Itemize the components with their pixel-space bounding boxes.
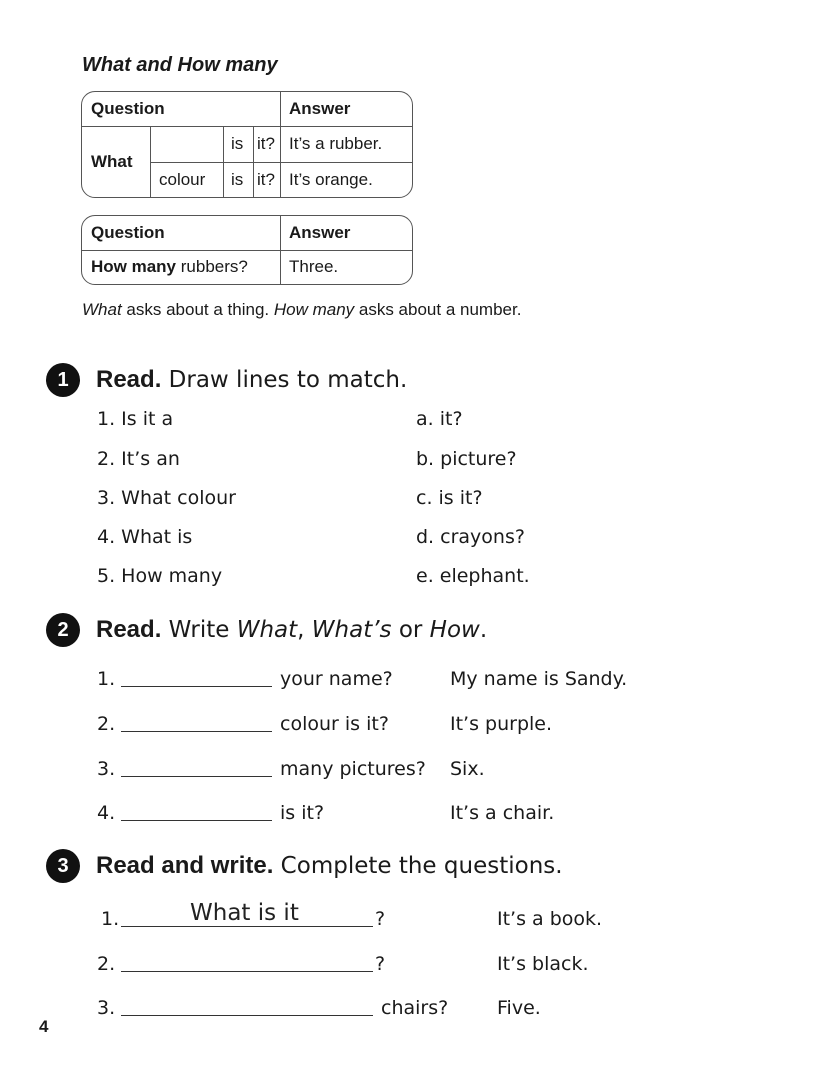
table1-row2-colour: colour [159,169,206,189]
page-number: 4 [39,1017,49,1036]
exercise-2-heading [46,612,487,648]
ex3-answer-blank[interactable] [121,1015,373,1016]
exercise-1-instruction [96,366,407,394]
table-divider [253,126,254,197]
ex1-left-item[interactable]: 5. How many [97,565,223,587]
ex2-pre: Write [161,617,237,643]
ex3-item-answer: It’s a book. [497,908,603,930]
note-part1: asks about a thing. [121,300,274,319]
ex3-item-number: 2. [97,953,116,975]
ex3-rest: Complete the questions. [273,853,563,879]
note-how-many: How many [273,300,355,319]
ex2-item-question: your name? [280,668,393,690]
ex2-answer-blank[interactable] [121,820,272,821]
ex3-item-end: ? [375,953,386,975]
ex2-item-number: 4. [97,802,116,824]
ex1-left-item[interactable]: 2. It’s an [97,448,180,470]
ex1-right-item[interactable]: c. is it? [416,487,483,509]
table-divider [150,162,412,163]
ex3-item-number: 3. [97,997,116,1019]
exercise-1-heading [46,362,407,398]
ex3-answer-blank[interactable] [121,971,373,972]
ex3-answer-blank[interactable] [121,926,373,927]
ex3-item-answer: Five. [497,997,541,1019]
table2-how-many: How many [91,257,177,276]
ex2-w2: What’s [311,617,392,643]
table1-row2-answer: It’s orange. [289,169,373,189]
ex2-item-number: 1. [97,668,116,690]
ex2-sep: , [297,617,312,643]
grammar-table-what [81,91,413,198]
ex2-item-question: colour is it? [280,713,389,735]
ex3-bold: Read and write. [96,852,274,879]
ex1-right-item[interactable]: a. it? [416,408,463,430]
ex2-or: or [391,617,430,643]
note-part2: asks about a number. [354,300,522,319]
ex2-item-answer: My name is Sandy. [450,668,628,690]
exercise-2-instruction [96,616,487,644]
ex3-filled-answer: What is it [190,900,299,926]
ex2-item-question: is it? [280,802,325,824]
ex2-item-answer: It’s a chair. [450,802,555,824]
ex1-left-item[interactable]: 1. Is it a [97,408,174,430]
ex2-bold: Read. [96,616,162,643]
ex2-w1: What [236,617,298,643]
exercise-3-number: 3 [46,849,80,883]
table1-row2-it: it? [257,169,275,189]
table1-header-question: Question [91,99,165,118]
table1-row2-is: is [231,169,244,189]
table-divider [150,126,151,197]
exercise-1-number: 1 [46,363,80,397]
table-divider [280,216,281,284]
ex2-item-question: many pictures? [280,758,426,780]
table1-row1-it: it? [257,134,275,153]
ex3-item-answer: It’s black. [497,953,589,975]
exercise-3-instruction [96,852,563,880]
table2-header-answer: Answer [289,223,351,242]
ex2-w3: How [429,617,480,643]
table2-question [82,250,280,284]
ex2-item-answer: It’s purple. [450,713,553,735]
table2-header-question: Question [91,223,165,242]
table1-row1-is: is [231,134,244,153]
grammar-table-how-many [81,215,413,285]
ex2-answer-blank[interactable] [121,686,272,687]
ex3-item-number: 1. [101,908,120,930]
table2-rubbers: rubbers? [176,257,248,276]
table-divider [82,126,412,127]
ex2-item-number: 3. [97,758,116,780]
table-divider [223,126,224,197]
ex2-answer-blank[interactable] [121,776,272,777]
ex1-right-item[interactable]: b. picture? [416,448,517,470]
table1-row1-blank [150,126,223,162]
ex3-item-end: chairs? [381,997,449,1019]
ex1-right-item[interactable]: e. elephant. [416,565,530,587]
table-divider [82,250,412,251]
ex1-rest: Draw lines to match. [161,367,408,393]
grammar-title: What and How many [82,54,278,76]
ex3-item-end: ? [375,908,386,930]
ex2-answer-blank[interactable] [121,731,272,732]
ex1-left-item[interactable]: 3. What colour [97,487,236,509]
ex1-bold: Read. [96,366,162,393]
table1-what: What [91,151,133,171]
note-what: What [82,300,122,319]
ex2-dot: . [479,617,488,643]
ex2-item-number: 2. [97,713,116,735]
ex1-right-item[interactable]: d. crayons? [416,526,525,548]
table-divider [280,92,281,197]
table1-row1-answer: It’s a rubber. [289,134,383,153]
table2-answer: Three. [289,257,339,276]
ex1-left-item[interactable]: 4. What is [97,526,193,548]
ex2-item-answer: Six. [450,758,485,780]
table1-header-answer: Answer [289,99,351,118]
exercise-2-number: 2 [46,613,80,647]
grammar-rule-note [82,300,521,320]
exercise-3-heading [46,848,563,884]
